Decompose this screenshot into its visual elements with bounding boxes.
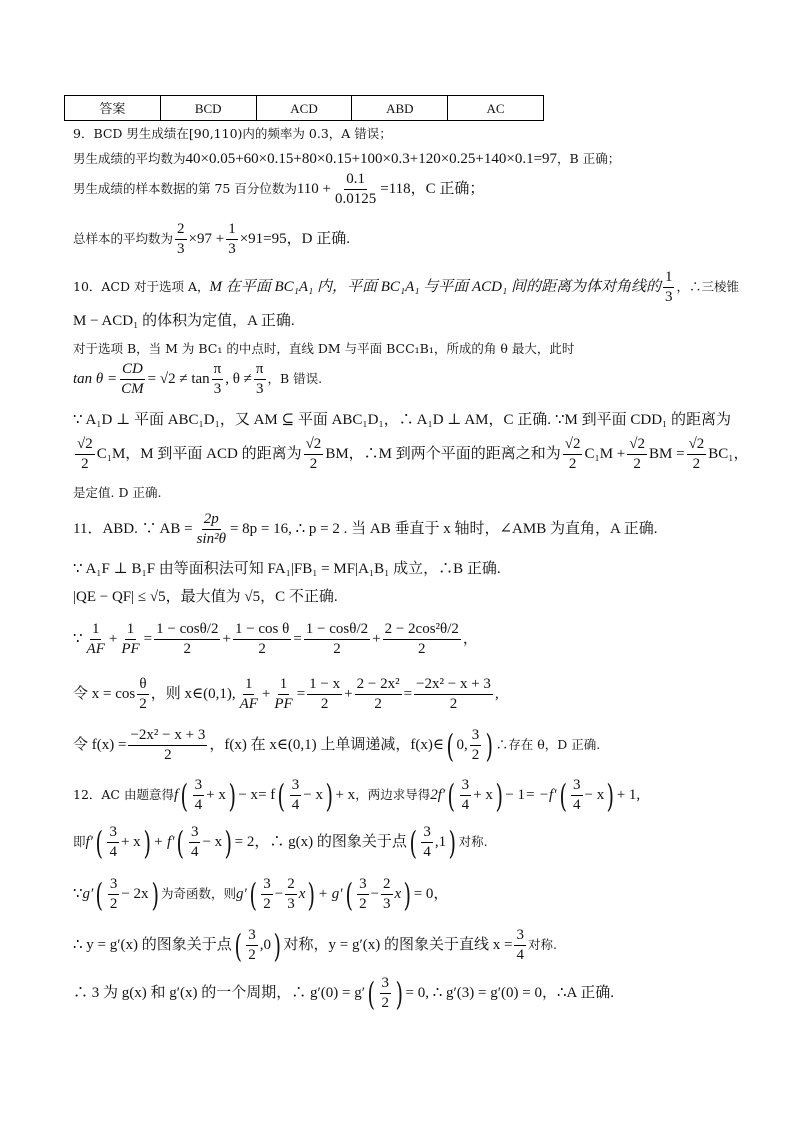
answer-q12: AC	[447, 96, 543, 120]
q10-line3: 对于选项 B，当 M 为 BC₁ 的中点时，直线 DM 与平面 BCC₁B₁，所成的角 θ 最大，此时	[73, 341, 575, 356]
q9-line1: 9．BCD 男生成绩在[90,110)内的频率为 0.3，A 错误；	[73, 126, 392, 141]
q10-line5: ∵ A₁D ⊥ 平面 ABC₁D₁，又 AM ⊆ 平面 ABC₁D₁，∴ A₁D ⊥ AM，C 正确. ∵M 到平面 CDD₁ 的距离为	[73, 412, 732, 428]
q9-line2: 男生成绩的平均数为 40×0.05+60×0.15+80×0.15+100×0.3+120×0.25+140×0.1=97 ，B 正确；	[73, 151, 621, 167]
q11-line2: ∵ A₁F ⊥ B₁F 由等面积法可知 FA₁|FB₁ = MF|A₁B₁ 成立，∴B 正确.	[73, 561, 501, 577]
q12-line5: ∴ 3 为 g(x) 和 g′(x) 的一个周期，∴ g′(0) = g′ ( $\frac{3}{2}$ ) = 0, ∴ g′(3) = g′(0) = 0，∴A 正确.	[73, 974, 615, 1013]
q12-line2: 即 f′ ( $\frac{3}{4}$ + x ) + f′ ( $\frac{3}{4}$ − x ) = 2，∴ g(x) 的图象关于点 ( $\frac{3}{4}$ , 1 ) 对称.	[73, 823, 488, 862]
q12-line4: ∴ y = g′(x) 的图象关于点 ( $\frac{3}{2}$ , 0 ) 对称，y = g′(x) 的图象关于直线 x = $\frac{3}{4}$ 对称.	[73, 926, 557, 965]
q10-line4: tan θ = $\frac{CD}{CM}$ = √2 ≠ tan $\frac{\pi}{3}$ , θ ≠ $\frac{\pi}{3}$ ，B 错误.	[73, 361, 323, 397]
q10-line7: 是定值. D 正确.	[73, 485, 162, 500]
answer-table	[64, 95, 544, 121]
q10-line1: 10．ACD 对于选项 A， M 在平面 BC₁A₁ 内，平面 BC₁A₁ 与平面 ACD₁ 间的距离为体对角线的 $\frac{1}{3}$ ，∴三棱锥	[73, 269, 739, 305]
q10-line2: M − ACD₁ 的体积为定值，A 正确.	[73, 313, 295, 329]
q12-line1: 12．AC 由题意得 f ( $\frac{3}{4}$ + x ) − x = f ( $\frac{3}{4}$ − x ) + x ，两边求导得 2f′ ( $\frac{3}{4}$ + x ) − 1 = −f′ ( $\frac{3}{4}$ − x ) + 1 ,	[73, 776, 641, 815]
q11-line6: 令 f(x) = $\frac{\text{−2x² − x + 3}}{2}$ ，f(x) 在 x∈(0,1) 上单调递减，f(x)∈ ( 0 , $\frac{3}{2}$ ) ∴存在 θ，D 正确.	[73, 726, 601, 765]
q10-line6: $\frac{√2}{2}$ C₁M，M 到平面 ACD 的距离为 $\frac{√2}{2}$ BM，∴M 到两个平面的距离之和为 $\frac{√2}{2}$ C₁M + $\frac{√2}{2}$ BM = $\frac{√2}{2}$ BC₁，	[77, 436, 749, 472]
answer-q9: BCD	[160, 96, 256, 120]
q11-line5: 令 x = cos $\frac{\theta}{2}$ ，则 x∈(0,1), $\frac{1}{AF}$ + $\frac{1}{PF}$ = $\frac{1 - x}{2}$ + $\frac{\text{2 − 2x²}}{2}$ = $\frac{\text{−2x² − x + 3}}{2}$ ,	[73, 676, 499, 712]
q12-line3: ∵ g′ ( $\frac{3}{2}$ − 2x ) 为奇函数，则 g′ ( $\frac{3}{2}$ − $\frac{2}{3}$ x ) + g′ ( $\frac{3}{2}$ − $\frac{2}{3}$ x ) = 0，	[73, 875, 449, 914]
q11-line1: 11．ABD. ∵ AB = $\frac{2p}{\text{sin²θ}}$ = 8p = 16, ∴ p = 2 . 当 AB 垂直于 x 轴时，∠AMB 为直角，A 正确.	[73, 511, 658, 547]
q11-line4: ∵ $\frac{1}{AF}$ + $\frac{1}{PF}$ = $\frac{1 - \cos\theta/2}{2}$ + $\frac{\text{1 − cos θ}}{2}$ = $\frac{1 - \cos\theta/2}{2}$ + $\frac{\text{2 − 2cos²θ/2}}{2}$ ，	[73, 621, 478, 657]
q9-line3: 男生成绩的样本数据的第 75 百分位数为 110 + $\frac{0.1}{0.0125}$ =118，C 正确；	[73, 171, 485, 207]
q11-line3: |QE − QF| ≤ √5，最大值为 √5，C 不正确.	[73, 589, 338, 605]
answer-label: 答案	[99, 100, 126, 116]
answer-q11: ABD	[351, 96, 447, 120]
answer-q10: ACD	[256, 96, 352, 120]
q9-line4: 总样本的平均数为 $\frac{2}{3}$ ×97 + $\frac{1}{3}$ ×91 =95，D 正确.	[73, 221, 350, 257]
